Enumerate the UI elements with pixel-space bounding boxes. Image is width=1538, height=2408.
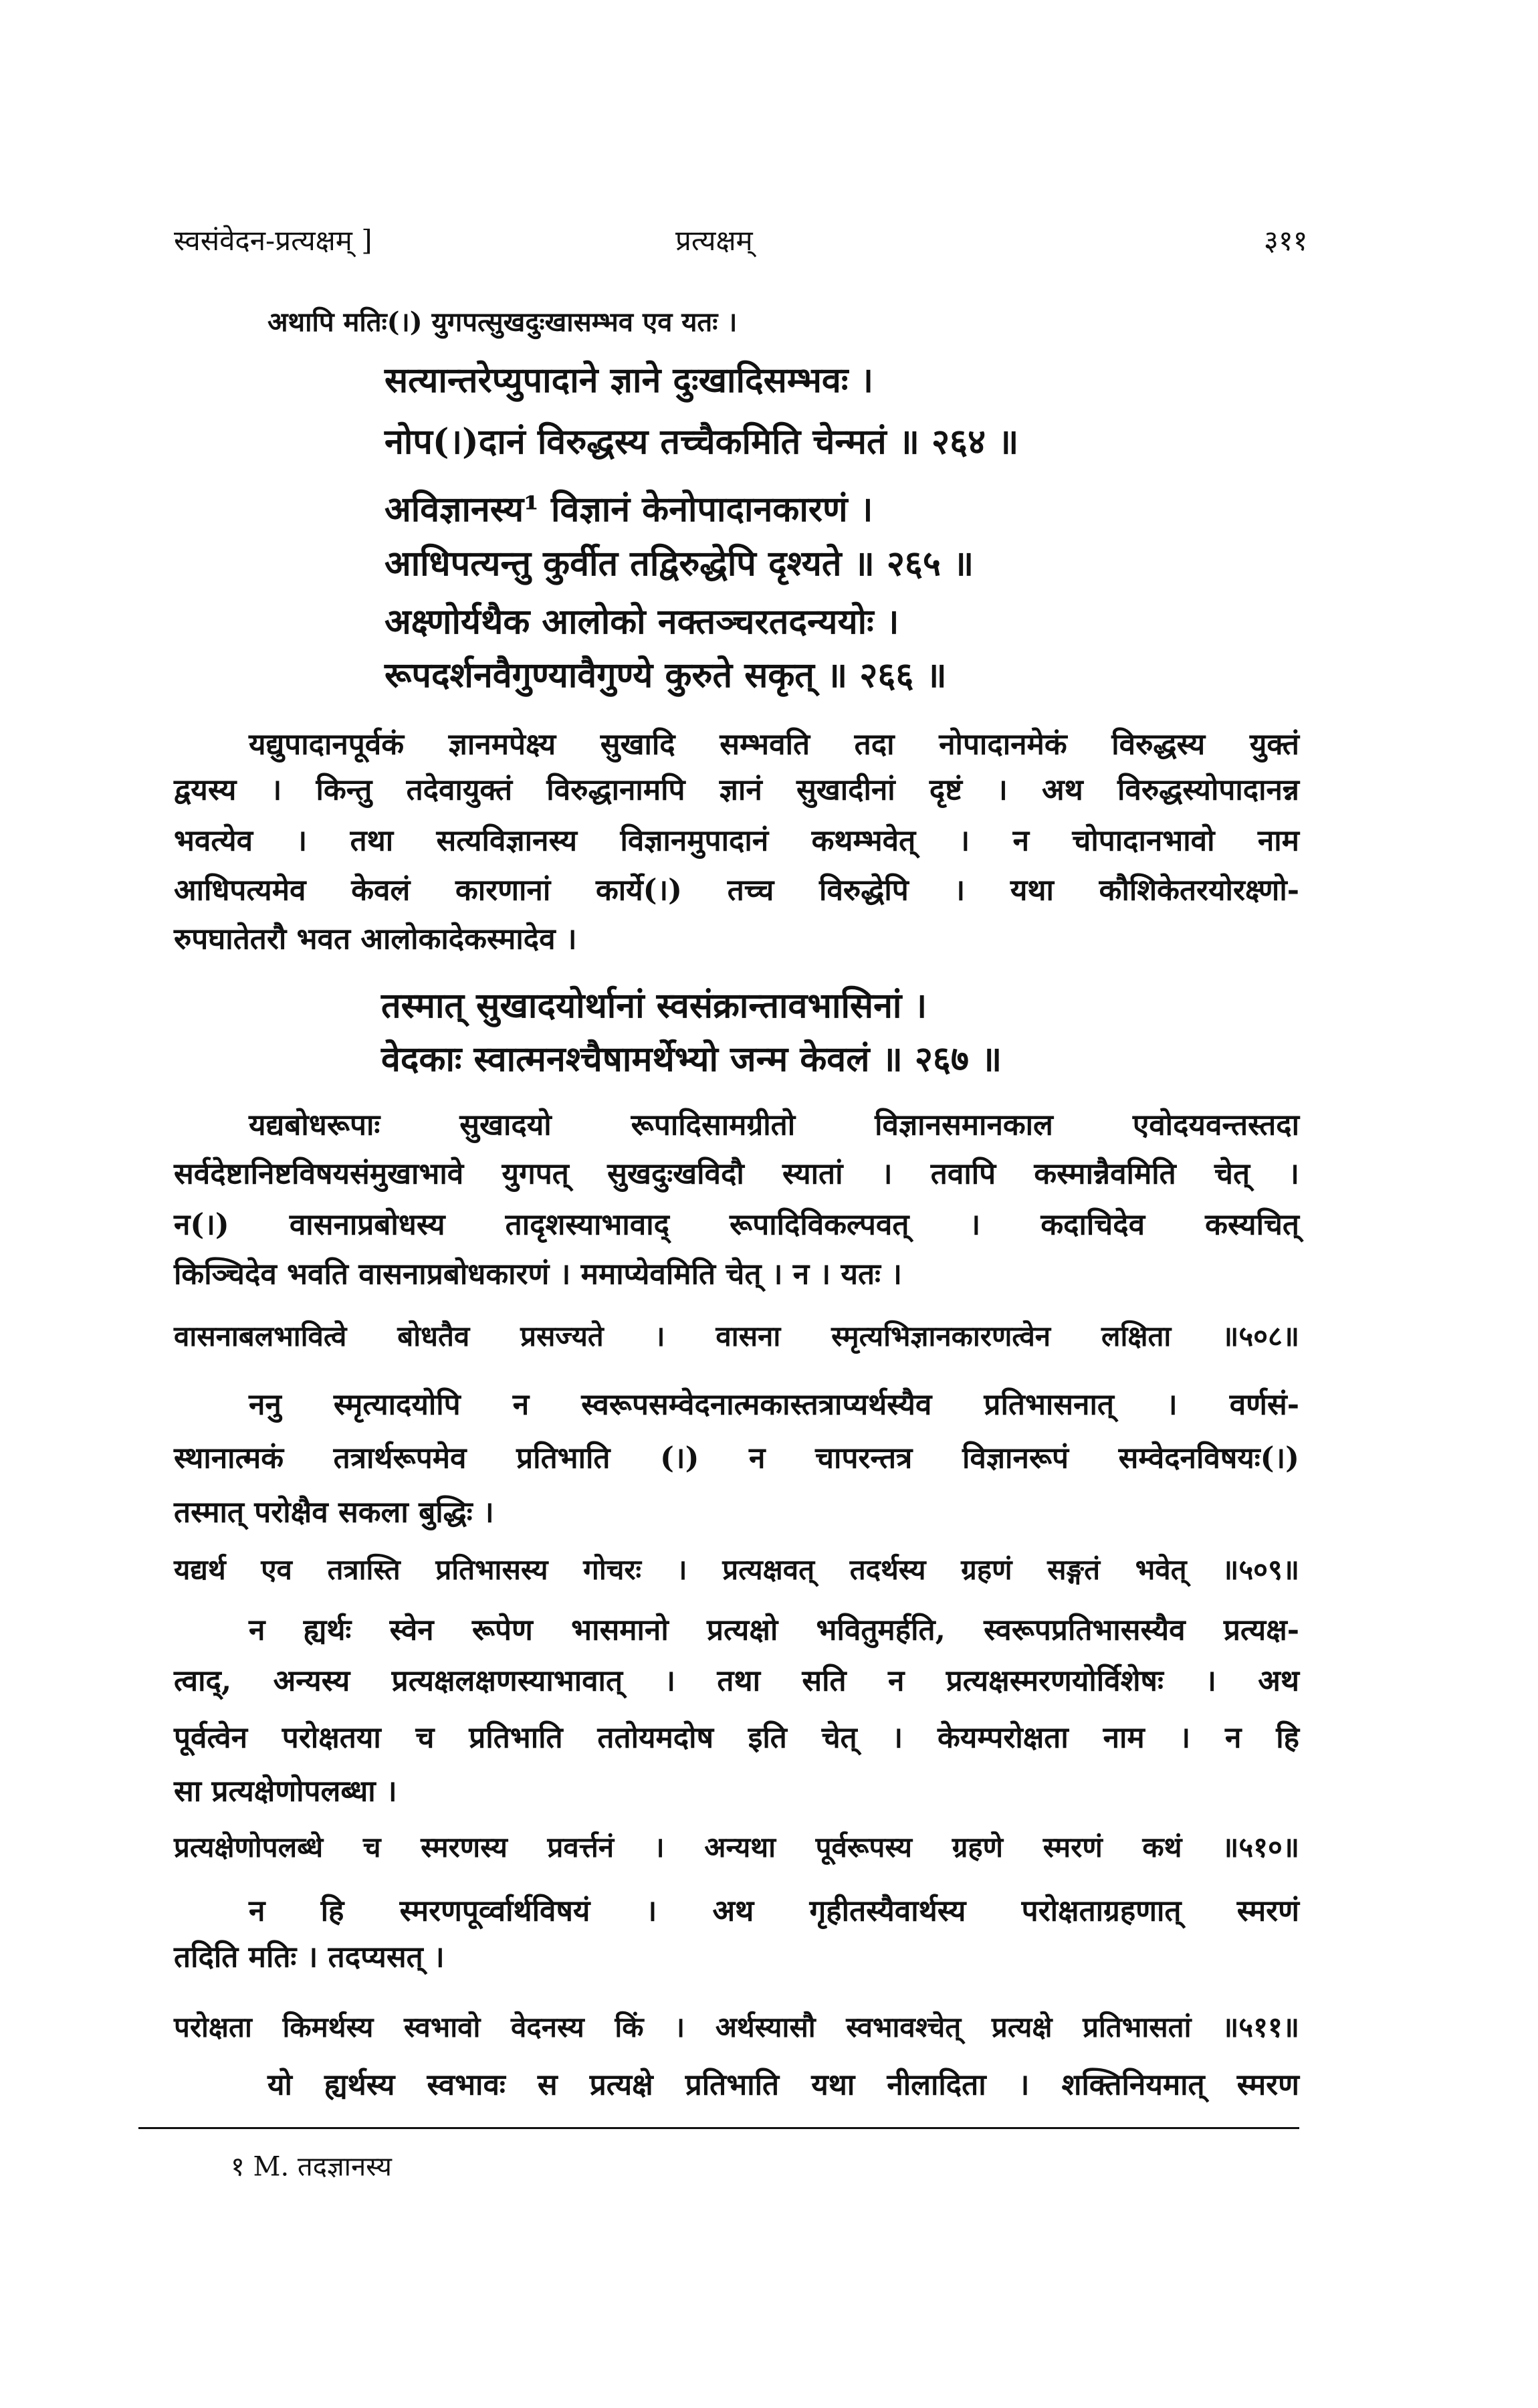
verse-line: वेदकाः स्वात्मनश्चैषामर्थेभ्यो जन्म केवलं ॥ २६७ ॥ bbox=[381, 1038, 1002, 1080]
verse-line: रूपदर्शनवैगुण्यावैगुण्ये कुरुते सकृत् ॥ २६६ ॥ bbox=[384, 654, 947, 696]
running-header-section: स्वसंवेदन-प्रत्यक्षम् ] bbox=[174, 223, 372, 257]
prose-line: सा प्रत्यक्षेणोपलब्धा । bbox=[174, 1774, 397, 1809]
verse-line: नोप(।)दानं विरुद्धस्य तच्चैकमिति चेन्मतं ॥ २६४ ॥ bbox=[384, 421, 1019, 462]
intro-line: अथापि मतिः(।) युगपत्सुखदुःखासम्भव एव यतः । bbox=[267, 306, 738, 338]
karika-line: परोक्षता किमर्थस्य स्वभावो वेदनस्य किं । अर्थस्यासौ स्वभावश्चेत् प्रत्यक्षे प्रतिभासतां ॥५११॥ bbox=[174, 2010, 1299, 2043]
prose-line: द्वयस्य । किन्तु तदेवायुक्तं विरुद्धानामपि ज्ञानं सुखादीनां दृष्टं । अथ विरुद्धस्योपादानन्न bbox=[174, 773, 1299, 807]
prose-line: न हि स्मरणपूर्व्वार्थविषयं । अथ गृहीतस्यैवार्थस्य परोक्षताग्रहणात् स्मरणं bbox=[249, 1894, 1299, 1928]
verse-line: आधिपत्यन्तु कुर्वीत तद्विरुद्धेपि दृश्यते ॥ २६५ ॥ bbox=[384, 542, 974, 584]
prose-line: त्वाद्, अन्यस्य प्रत्यक्षलक्षणस्याभावात् । तथा सति न प्रत्यक्षस्मरणयोर्विशेषः । अथ bbox=[174, 1664, 1299, 1698]
prose-line: तस्मात् परोक्षैव सकला बुद्धिः । bbox=[174, 1495, 494, 1530]
verse-line: सत्यान्तरेप्युपादाने ज्ञाने दुःखादिसम्भवः । bbox=[384, 359, 874, 401]
prose-line: आधिपत्यमेव केवलं कारणानां कार्ये(।) तच्च विरुद्धेपि । यथा कौशिकेतरयोरक्ष्णो- bbox=[174, 873, 1299, 908]
karika-line: यद्यर्थ एव तत्रास्ति प्रतिभासस्य गोचरः । प्रत्यक्षवत् तदर्थस्य ग्रहणं सङ्गतं भवेत् ॥५०९॥ bbox=[174, 1552, 1299, 1586]
verse-line: अविज्ञानस्य¹ विज्ञानं केनोपादानकारणं । bbox=[384, 488, 873, 530]
prose-line: न ह्यर्थः स्वेन रूपेण भासमानो प्रत्यक्षो भवितुमर्हति, स्वरूपप्रतिभासस्यैव प्रत्यक्ष- bbox=[249, 1613, 1299, 1647]
prose-line: सर्वदेष्टानिष्टविषयसंमुखाभावे युगपत् सुखदुःखविदौ स्यातां । तवापि कस्मान्नैवमिति चेत् । bbox=[174, 1157, 1299, 1191]
prose-line: यद्यबोधरूपाः सुखादयो रूपादिसामग्रीतो विज्ञानसमानकाल एवोदयवन्तस्तदा bbox=[249, 1108, 1299, 1142]
prose-line: न(।) वासनाप्रबोधस्य तादृशस्याभावाद् रूपादिविकल्पवत् । कदाचिदेव कस्यचित् bbox=[174, 1207, 1299, 1242]
prose-line: भवत्येव । तथा सत्यविज्ञानस्य विज्ञानमुपादानं कथम्भवेत् । न चोपादानभावो नाम bbox=[174, 823, 1299, 858]
verse-line: तस्मात् सुखादयोर्थानां स्वसंक्रान्तावभासिनां । bbox=[381, 985, 927, 1026]
prose-line: यो ह्यर्थस्य स्वभावः स प्रत्यक्षे प्रतिभाति यथा नीलादिता । शक्तिनियमात् स्मरण bbox=[267, 2068, 1299, 2102]
karika-line: वासनाबलभावित्वे बोधतैव प्रसज्यते । वासना स्मृत्यभिज्ञानकारणत्वेन लक्षिता ॥५०८॥ bbox=[174, 1319, 1299, 1352]
page-number: ३११ bbox=[1264, 223, 1308, 257]
prose-line: तदिति मतिः । तदप्यसत् । bbox=[174, 1940, 445, 1975]
prose-line: रुपघातेतरौ भवत आलोकादेकस्मादेव । bbox=[174, 922, 577, 957]
footnote-marker: १ bbox=[231, 2151, 245, 2183]
prose-line: किञ्चिदेव भवति वासनाप्रबोधकारणं । ममाप्येवमिति चेत् । न । यतः । bbox=[174, 1257, 902, 1292]
footnote bbox=[231, 2147, 392, 2184]
prose-line: ननु स्मृत्यादयोपि न स्वरूपसम्वेदनात्मकास्तत्राप्यर्थस्यैव प्रतिभासनात् । वर्णसं- bbox=[249, 1387, 1299, 1422]
prose-line: स्थानात्मकं तत्रार्थरूपमेव प्रतिभाति (।) न चापरन्तत्र विज्ञानरूपं सम्वेदनविषयः(।) bbox=[174, 1441, 1299, 1476]
footnote-divider bbox=[138, 2127, 1299, 2129]
running-header-title: प्रत्यक्षम् bbox=[675, 223, 753, 257]
prose-line: यद्युपादानपूर्वकं ज्ञानमपेक्ष्य सुखादि सम्भवति तदा नोपादानमेकं विरुद्धस्य युक्तं bbox=[249, 727, 1299, 762]
karika-line: प्रत्यक्षेणोपलब्धे च स्मरणस्य प्रवर्त्तनं । अन्यथा पूर्वरूपस्य ग्रहणे स्मरणं कथं ॥५१०॥ bbox=[174, 1830, 1299, 1864]
prose-line: पूर्वत्वेन परोक्षतया च प्रतिभाति ततोयमदोष इति चेत् । केयम्परोक्षता नाम । न हि bbox=[174, 1720, 1299, 1755]
verse-line: अक्ष्णोर्यथैक आलोको नक्तञ्चरतदन्ययोः । bbox=[384, 601, 899, 642]
footnote-text: M. तदज्ञानस्य bbox=[253, 2151, 392, 2183]
